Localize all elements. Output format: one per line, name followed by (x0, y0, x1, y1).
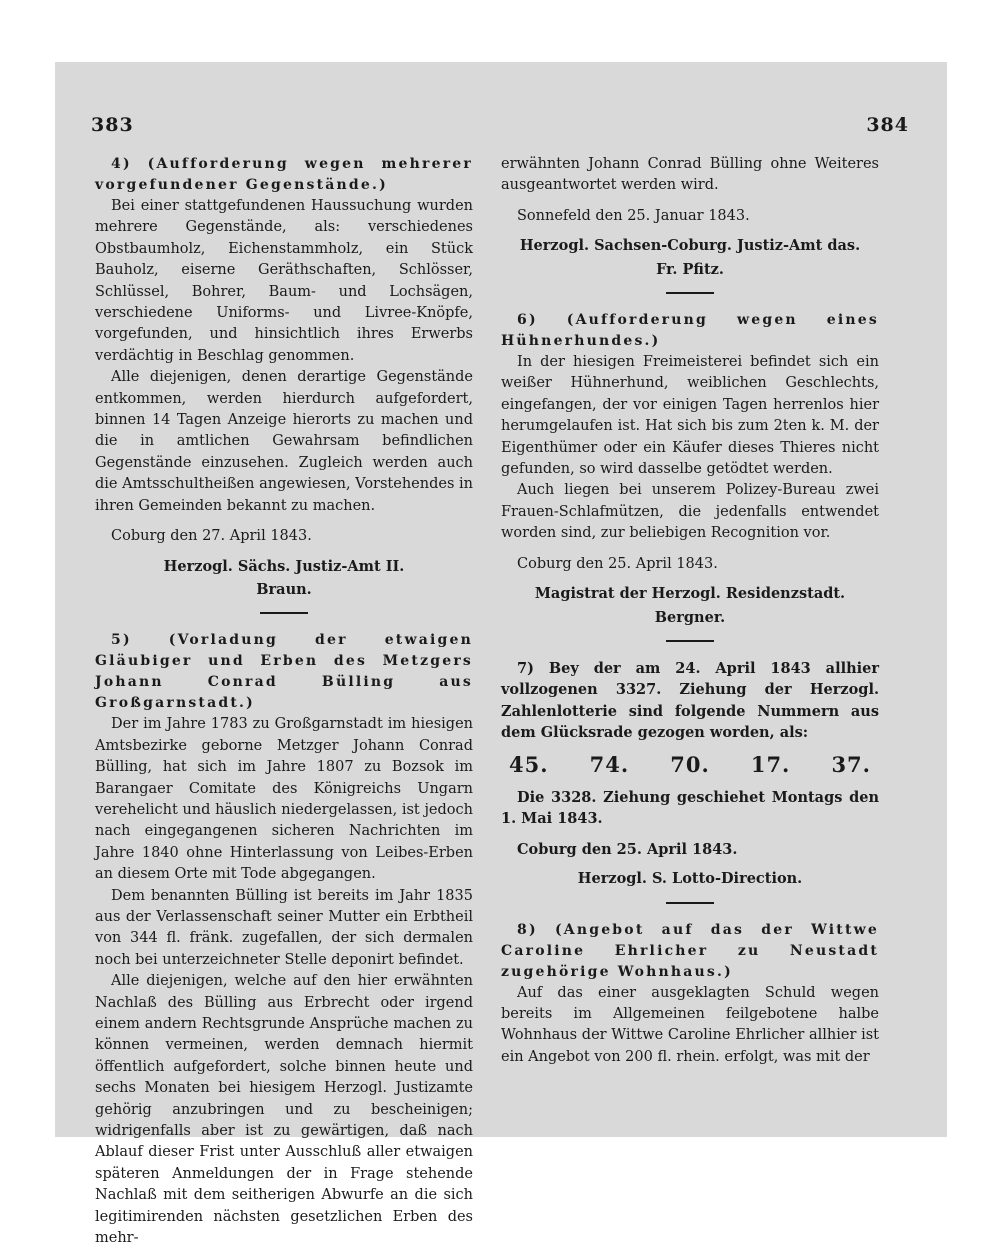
notice-4-heading: 4) (Aufforderung wegen mehrerer vorgefundener Gegenstände.) (95, 156, 473, 193)
notice-5-authority: Herzogl. Sachsen-Coburg. Justiz-Amt das. (519, 237, 861, 255)
lottery-numbers (509, 751, 871, 777)
notice-4-place-date: Coburg den 27. April 1843. (111, 528, 312, 545)
page-number-left: 383 (91, 114, 134, 136)
lottery-number: 17. (750, 751, 791, 777)
notice-6-paragraph-2: Auch liegen bei unserem Polizey-Bureau zwei Frauen-Schlafmützen, die jedenfalls entwendet worden sind, zur beliebigen Recognition vor. (501, 482, 879, 542)
notice-5-continuation: erwähnten Johann Conrad Bülling ohne Weiteres ausgeantwortet werden wird. (501, 156, 879, 194)
notice-5-paragraph-1: Der im Jahre 1783 zu Großgarnstadt im hiesigen Amtsbezirke geborne Metzger Johann Conrad Bülling, hat sich im Jahre 1807 zu Bozsok im Barangaer Comitate des Königreichs Ungarn verehelicht und häuslich niedergelassen, ist jedoch nach eingegangenen sicheren Nachrichten im Jahre 1840 ohne Hinterlassung von Leibes-Erben an diesem Orte mit Tode abgegangen. (95, 716, 473, 883)
notice-4-paragraph-1: Bei einer stattgefundenen Haussuchung wurden mehrere Gegenstände, als: verschiedenes Obstbaumholz, Eichenstammholz, ein Stück Bauholz, eiserne Geräthschaften, Schlösser, Schlüssel, Bohrer, Baum- und Lochsägen, verschiedene Uniforms- und Livree-Knöpfe, vorgefunden, und hinsichtlich ihres Erwerbs verdächtig in Beschlag genommen. (95, 198, 473, 364)
page-number-right: 384 (866, 114, 909, 136)
right-column (501, 154, 879, 1068)
notice-8-heading: 8) (Angebot auf das der Wittwe Caroline Ehrlicher zu Neustadt zugehörige Wohnhaus.) (501, 921, 879, 980)
notice-5-paragraph-2: Dem benannten Bülling ist bereits im Jahr 1835 aus der Verlassenschaft seiner Mutter ein Erbtheil von 344 fl. fränk. zugefallen, der sich dermalen noch bei unterzeichneter Stelle deponirt befindet. (95, 887, 473, 968)
notice-4-authority: Herzogl. Sächs. Justiz-Amt II. (163, 557, 405, 575)
notice-7-paragraph-2: Die 3328. Ziehung geschiehet Montags den 1. Mai 1843. (501, 788, 879, 828)
notice-6-authority: Magistrat der Herzogl. Residenzstadt. (534, 585, 846, 603)
section-divider (666, 292, 714, 294)
lottery-number: 37. (831, 751, 871, 777)
notice-6-place-date: Coburg den 25. April 1843. (517, 555, 718, 572)
notice-5-signature: Fr. Pfitz. (656, 260, 724, 278)
notice-7-place-date: Coburg den 25. April 1843. (517, 840, 738, 858)
lottery-number: 74. (589, 751, 630, 777)
section-divider (666, 902, 714, 904)
notice-8-paragraph-1: Auf das einer ausgeklagten Schuld wegen bereits im Allgemeinen feilgebotene halbe Wohnhaus der Wittwe Caroline Ehrlicher allhier ist ein Angebot von 200 fl. rhein. erfolgt, was mit der (501, 984, 879, 1065)
notice-6-signature: Bergner. (654, 608, 726, 626)
notice-7-authority: Herzogl. S. Lotto-Direction. (577, 870, 803, 888)
notice-5-paragraph-3: Alle diejenigen, welche auf den hier erwähnten Nachlaß des Bülling aus Erbrecht oder irgend einem andern Rechtsgrunde Ansprüche machen zu können vermeinen, werden demnach hiermit öffentlich aufgefordert, solche binnen heute und sechs Monaten bei hiesigem Herzogl. Justizamte gehörig anzubringen und zu bescheinigen; widrigenfalls aber ist zu gewärtigen, daß nach Ablauf dieser Frist unter Ausschluß aller etwaigen späteren Anmeldungen der in Frage stehende Nachlaß mit dem seitherigen Abwurfe an die sich legitimirenden nächsten gesetzlichen Erben des mehr- (95, 973, 473, 1247)
notice-7-paragraph-1: 7) Bey der am 24. April 1843 allhier vollzogenen 3327. Ziehung der Herzogl. Zahlenlotterie sind folgende Nummern aus dem Glücksrade gezogen worden, als: (501, 659, 879, 742)
section-divider (666, 640, 714, 642)
notice-5-place-date: Sonnefeld den 25. Januar 1843. (517, 207, 750, 224)
notice-6-paragraph-1: In der hiesigen Freimeisterei befindet sich ein weißer Hühnerhund, weiblichen Geschlechts, eingefangen, der vor einigen Tagen herrenlos hier herumgelaufen ist. Hat sich bis zum 2ten k. M. der Eigenthümer oder ein Käufer dieses Thieres nicht gefunden, so wird dasselbe getödtet werden. (501, 354, 879, 478)
lottery-number: 70. (670, 751, 710, 777)
notice-4-paragraph-2: Alle diejenigen, denen derartige Gegenstände entkommen, werden hierdurch aufgefordert, binnen 14 Tagen Anzeige hierorts zu machen und die in amtlichen Gewahrsam befindlichen Gegenstände einzusehen. Zugleich werden auch die Amtsschultheißen angewiesen, Vorstehendes in ihren Gemeinden bekannt zu machen. (95, 369, 473, 514)
notice-6-heading: 6) (Aufforderung wegen eines Hühnerhundes.) (501, 312, 879, 350)
document-page (55, 62, 947, 1247)
left-column (95, 154, 473, 1249)
section-divider (260, 612, 308, 614)
notice-4-signature: Braun. (256, 580, 312, 598)
lottery-number: 45. (509, 751, 549, 777)
notice-5-heading: 5) (Vorladung der etwaigen Gläubiger und Erben des Metzgers Johann Conrad Bülling aus Großgarnstadt.) (95, 632, 473, 712)
